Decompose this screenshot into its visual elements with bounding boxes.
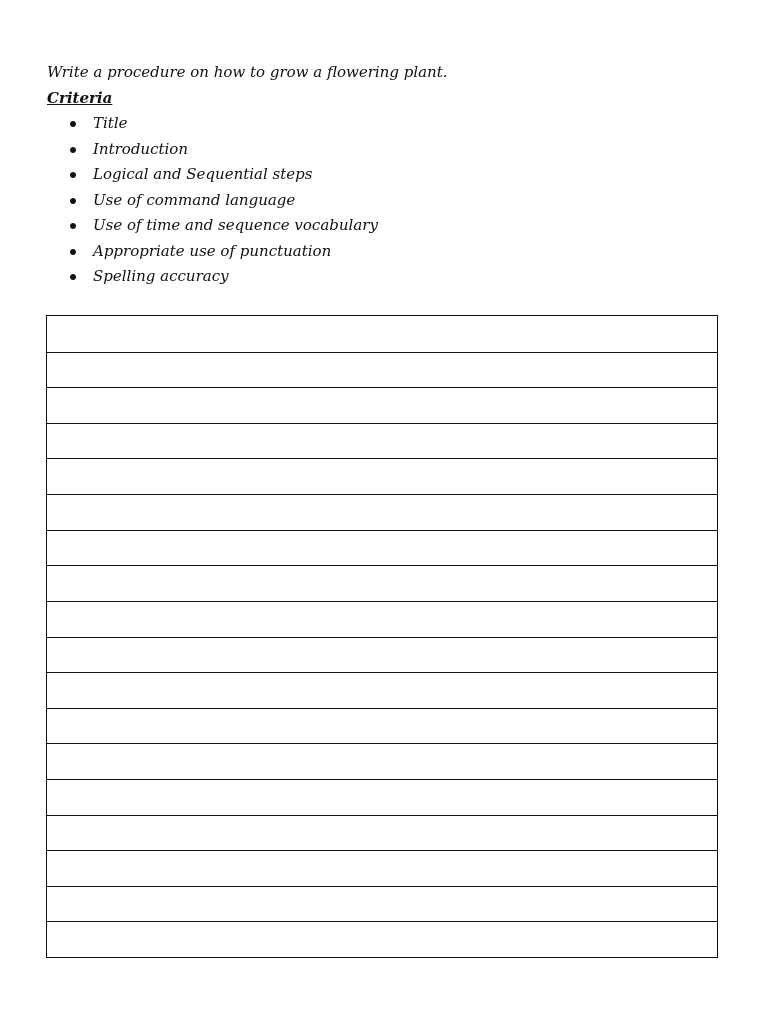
writing-line[interactable] bbox=[47, 387, 717, 388]
writing-line[interactable] bbox=[47, 886, 717, 887]
writing-line[interactable] bbox=[47, 637, 717, 638]
criteria-item-label: Logical and Sequential steps bbox=[93, 165, 313, 183]
criteria-item-label: Introduction bbox=[93, 139, 188, 158]
writing-line[interactable] bbox=[47, 458, 717, 459]
writing-line[interactable] bbox=[47, 708, 717, 709]
writing-line[interactable] bbox=[47, 601, 717, 602]
bullet-icon bbox=[70, 274, 76, 280]
writing-line[interactable] bbox=[47, 672, 717, 673]
criteria-item-label: Appropriate use of punctuation bbox=[93, 241, 332, 260]
task-prompt: Write a procedure on how to grow a flowering plant. bbox=[47, 63, 448, 81]
criteria-heading: Criteria bbox=[47, 89, 113, 107]
writing-line[interactable] bbox=[47, 779, 717, 780]
bullet-icon bbox=[70, 198, 76, 204]
criteria-item-label: Use of time and sequence vocabulary bbox=[93, 216, 378, 234]
writing-line[interactable] bbox=[47, 743, 717, 744]
writing-line[interactable] bbox=[47, 530, 717, 531]
writing-line[interactable] bbox=[47, 815, 717, 816]
bullet-icon bbox=[70, 121, 76, 127]
writing-line[interactable] bbox=[47, 921, 717, 922]
writing-area[interactable] bbox=[46, 315, 718, 958]
bullet-icon bbox=[70, 223, 76, 229]
writing-line[interactable] bbox=[47, 565, 717, 566]
bullet-icon bbox=[70, 172, 76, 178]
writing-line[interactable] bbox=[47, 494, 717, 495]
criteria-item-label: Use of command language bbox=[93, 190, 296, 209]
criteria-item-label: Title bbox=[93, 114, 128, 132]
criteria-item-label: Spelling accuracy bbox=[93, 267, 229, 285]
writing-line[interactable] bbox=[47, 850, 717, 851]
bullet-icon bbox=[70, 147, 76, 153]
writing-line[interactable] bbox=[47, 352, 717, 353]
writing-line[interactable] bbox=[47, 423, 717, 424]
bullet-icon bbox=[70, 249, 76, 255]
